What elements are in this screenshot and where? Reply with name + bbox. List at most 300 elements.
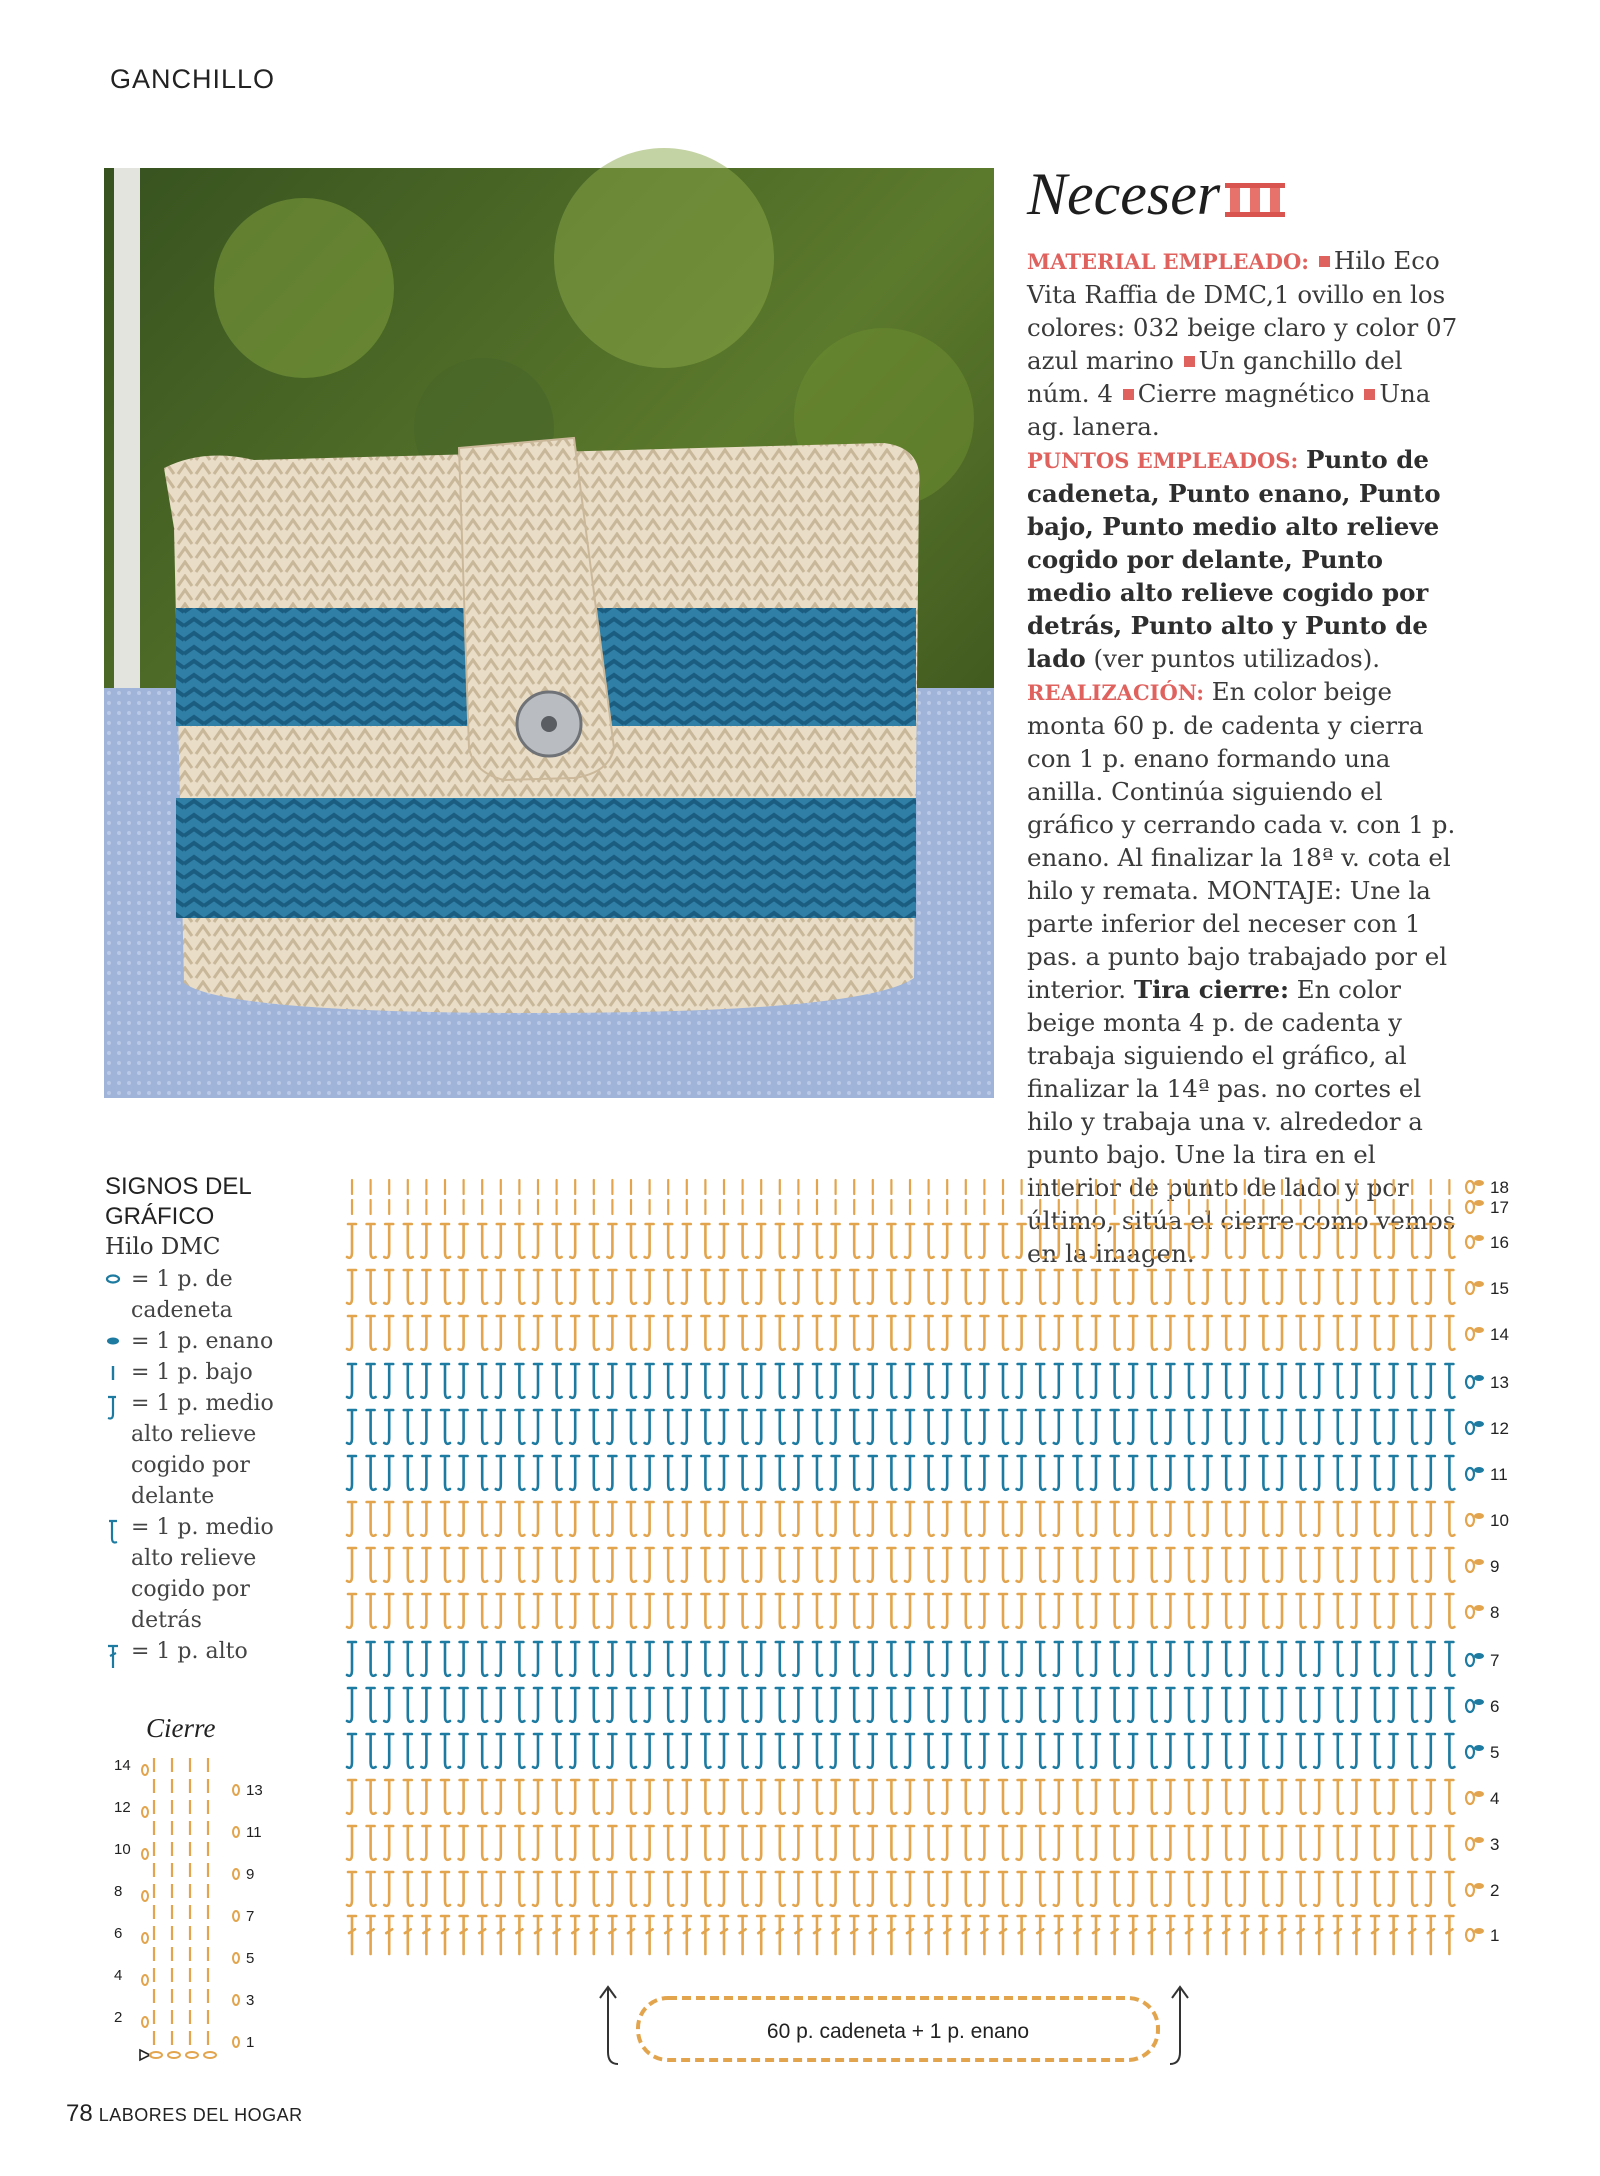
stitch-mark [497,1916,505,1954]
chain-mark [142,2017,148,2027]
stitch-mark [682,1826,691,1860]
stitch-mark [979,1688,988,1722]
stitch-mark [1148,1364,1157,1398]
stitch-mark [739,1594,748,1628]
stitch-mark [1426,1688,1435,1722]
stitch-mark [868,1364,877,1398]
chart-row-12 [347,1410,1509,1444]
row-label: 10 [1490,1511,1509,1530]
stitch-mark [627,1594,636,1628]
stitch-mark [1111,1642,1120,1676]
stitch-mark [1277,1594,1286,1628]
stitch-mark [701,1688,710,1722]
stitch-mark [421,1734,430,1768]
stitch-mark [607,1410,616,1444]
stitch-mark [478,1642,487,1676]
stitch-mark [776,1642,785,1676]
stitch-mark [868,1642,877,1676]
stitch-mark [701,1410,710,1444]
stitch-mark [1408,1734,1417,1768]
stitch-mark [347,1502,356,1536]
stitch-mark [942,1642,951,1676]
stitch-mark [664,1734,673,1768]
stitch-mark [441,1780,450,1814]
row-slip-mark [1474,1200,1484,1206]
back-post-icon [105,1518,123,1548]
stitch-mark [1426,1548,1435,1582]
stitch-mark [776,1734,785,1768]
stitch-mark [1389,1688,1398,1722]
stitch-mark [627,1734,636,1768]
stitch-mark [1314,1548,1323,1582]
stitch-mark [1054,1410,1063,1444]
stitch-mark [1315,1916,1323,1954]
stitch-mark [1148,1316,1157,1350]
stitch-mark [459,1410,468,1444]
material-item: Cierre magnético [1137,379,1355,408]
stitch-mark [776,1316,785,1350]
stitch-mark [1371,1316,1380,1350]
stitch-mark [1036,1502,1045,1536]
stitch-mark [1017,1826,1026,1860]
stitch-mark [776,1224,785,1258]
row-chain-mark [1466,1792,1474,1804]
chart-row-5 [347,1734,1499,1768]
stitch-mark [664,1270,673,1304]
arrow-up-icon [600,1987,618,2064]
stitch-mark [1148,1224,1157,1258]
stitch-mark [459,1364,468,1398]
row-label: 7 [1490,1651,1500,1670]
stitch-mark [441,1316,450,1350]
realizacion-text: En color beige monta 60 p. de cadenta y cierra con 1 p. enano formando una anilla. Continúa siguiendo el gráfico y cerrando cada v. con 1 p. enano. Al finalizar la 18ª v. cota el hilo y remata. MONTAJE: Une la parte inferior del neceser con 1 pas. a punto bajo trabajado por el interior. [1027,677,1456,1004]
stitch-mark [1165,1548,1174,1582]
stitch-mark [553,1688,562,1722]
stitch-mark [1222,1316,1231,1350]
stitch-mark [1073,1688,1082,1722]
stitch-mark [645,1826,654,1860]
stitch-mark [515,1502,524,1536]
stitch-mark [701,1826,710,1860]
row-label: 9 [246,1866,255,1883]
stitch-mark [1204,1916,1212,1954]
stitch-mark [367,1872,376,1906]
stitch-mark [607,1872,616,1906]
stitch-mark [1408,1270,1417,1304]
stitch-mark [1128,1502,1137,1536]
stitch-mark [347,1872,356,1906]
stitch-mark [607,1316,616,1350]
stitch-mark [701,1916,709,1954]
chain-icon [105,1270,123,1288]
stitch-mark [887,1548,896,1582]
start-marker-icon [140,2050,150,2060]
stitch-mark [1054,1826,1063,1860]
stitch-mark [1426,1642,1435,1676]
stitch-mark [1259,1826,1268,1860]
row-slip-mark [1474,1421,1484,1427]
stitch-mark [645,1594,654,1628]
stitch-mark [1036,1548,1045,1582]
stitch-mark [1334,1410,1343,1444]
stitch-mark [1073,1502,1082,1536]
stitch-mark [404,1688,413,1722]
stitch-mark [421,1826,430,1860]
stitch-mark [739,1826,748,1860]
stitch-mark [1297,1872,1306,1906]
stitch-mark [1426,1872,1435,1906]
stitch-mark [682,1316,691,1350]
stitch-mark [719,1688,728,1722]
stitch-mark [813,1780,822,1814]
stitch-mark [1148,1780,1157,1814]
stitch-mark [719,1826,728,1860]
stitch-mark [1036,1780,1045,1814]
stitch-mark [1297,1688,1306,1722]
stitch-mark [664,1916,672,1954]
stitch-mark [1426,1410,1435,1444]
stitch-mark [813,1548,822,1582]
stitch-mark [887,1502,896,1536]
stitch-mark [515,1548,524,1582]
stitch-mark [793,1642,802,1676]
stitch-mark [533,1364,542,1398]
stitch-mark [1389,1270,1398,1304]
stitch-mark [367,1456,376,1490]
stitch-mark [1148,1872,1157,1906]
stitch-mark [1408,1410,1417,1444]
stitch-mark [1185,1642,1194,1676]
stitch-mark [590,1548,599,1582]
stitch-mark [850,1688,859,1722]
stitch-mark [905,1364,914,1398]
stitch-mark [1148,1456,1157,1490]
stitch-mark [1222,1270,1231,1304]
stitch-mark [496,1316,505,1350]
stitch-mark [1036,1642,1045,1676]
stitch-mark [627,1780,636,1814]
stitch-mark [1259,1734,1268,1768]
stitch-mark [590,1502,599,1536]
stitch-mark [905,1872,914,1906]
stitch-mark [1185,1780,1194,1814]
stitch-mark [1054,1688,1063,1722]
stitch-mark [1073,1364,1082,1398]
stitch-mark [1240,1364,1249,1398]
chart-row-3 [347,1826,1499,1860]
stitch-mark [719,1316,728,1350]
row-chain-mark [1466,1201,1474,1213]
row-chain-mark [1466,1514,1474,1526]
stitch-mark [1203,1364,1212,1398]
stitch-mark [887,1270,896,1304]
stitch-mark [533,1270,542,1304]
stitch-mark [553,1594,562,1628]
row-label: 2 [114,2009,123,2026]
stitch-mark [459,1780,468,1814]
stitch-mark [1054,1224,1063,1258]
stitch-mark [1185,1594,1194,1628]
stitch-mark [1314,1826,1323,1860]
tira-label: Tira cierre: [1133,975,1289,1004]
stitch-mark [627,1642,636,1676]
stitch-mark [1111,1410,1120,1444]
stitch-mark [645,1364,654,1398]
stitch-mark [719,1502,728,1536]
stitch-mark [533,1594,542,1628]
row-label: 11 [246,1824,262,1841]
stitch-mark [1054,1780,1063,1814]
stitch-mark [347,1688,356,1722]
stitch-mark [682,1270,691,1304]
stitch-mark [645,1224,654,1258]
stitch-mark [1091,1410,1100,1444]
stitch-mark [1128,1734,1137,1768]
stitch-mark [496,1364,505,1398]
stitch-mark [570,1364,579,1398]
stitch-mark [942,1780,951,1814]
stitch-mark [1334,1548,1343,1582]
stitch-mark [1091,1780,1100,1814]
stitch-mark [1334,1316,1343,1350]
stitch-mark [905,1688,914,1722]
chain-mark [168,2052,180,2058]
stitch-mark [1371,1688,1380,1722]
stitch-mark [553,1410,562,1444]
stitch-mark [496,1410,505,1444]
stitch-mark [1017,1364,1026,1398]
stitch-mark [404,1502,413,1536]
legend-title: SIGNOS DEL GRÁFICO [105,1173,251,1230]
stitch-mark [701,1224,710,1258]
stitch-mark [868,1316,877,1350]
stitch-mark [1148,1410,1157,1444]
stitch-mark [590,1642,599,1676]
stitch-mark [682,1642,691,1676]
chart-row-15 [347,1270,1509,1304]
slip-stitch-icon [105,1332,123,1350]
stitch-mark [1185,1872,1194,1906]
stitch-mark [553,1872,562,1906]
stitch-mark [756,1270,765,1304]
stitch-mark [1222,1456,1231,1490]
stitch-mark [887,1224,896,1258]
chain-mark [233,1785,239,1795]
stitch-mark [478,1224,487,1258]
chart-row-2 [347,1872,1499,1906]
stitch-mark [1222,1410,1231,1444]
stitch-mark [478,1688,487,1722]
stitch-mark [887,1734,896,1768]
stitch-mark [793,1688,802,1722]
stitch-mark [367,1316,376,1350]
stitch-mark [1091,1826,1100,1860]
stitch-mark [496,1270,505,1304]
chain-mark [233,1995,239,2005]
chart-row-1 [348,1916,1499,1954]
stitch-mark [813,1224,822,1258]
stitch-mark [905,1502,914,1536]
stitch-mark [1240,1316,1249,1350]
stitch-mark [404,1734,413,1768]
stitch-mark [1017,1734,1026,1768]
stitch-mark [1055,1916,1063,1954]
stitch-mark [1036,1316,1045,1350]
stitch-mark [942,1316,951,1350]
stitch-mark [1165,1456,1174,1490]
stitch-mark [999,1456,1008,1490]
stitch-mark [962,1410,971,1444]
stitch-mark [793,1734,802,1768]
stitch-mark [1426,1780,1435,1814]
stitch-mark [384,1548,393,1582]
stitch-mark [868,1224,877,1258]
stitch-mark [478,1780,487,1814]
stitch-mark [1165,1734,1174,1768]
row-chain-mark [1466,1560,1474,1572]
stitch-mark [367,1826,376,1860]
stitch-mark [607,1826,616,1860]
stitch-mark [664,1316,673,1350]
stitch-mark [1334,1270,1343,1304]
chart-row-14 [347,1316,1509,1350]
stitch-mark [384,1270,393,1304]
stitch-mark [553,1734,562,1768]
stitch-mark [1091,1224,1100,1258]
stitch-mark [421,1688,430,1722]
stitch-mark [645,1270,654,1304]
stitch-mark [999,1734,1008,1768]
puntos-list: Punto de cadeneta, Punto enano, Punto bajo, Punto medio alto relieve cogido por delante, Punto medio alto relieve cogido por detrás, Punto alto y Punto de lado [1027,445,1441,673]
stitch-mark [1036,1594,1045,1628]
stitch-mark [1314,1456,1323,1490]
stitch-mark [1389,1364,1398,1398]
stitch-mark [384,1826,393,1860]
stitch-mark [1166,1916,1174,1954]
stitch-mark [384,1642,393,1676]
stitch-mark [999,1872,1008,1906]
stitch-mark [1203,1642,1212,1676]
stitch-mark [367,1916,375,1954]
stitch-mark [1165,1364,1174,1398]
stitch-mark [999,1642,1008,1676]
stitch-mark [384,1688,393,1722]
stitch-mark [1148,1270,1157,1304]
stitch-mark [793,1270,802,1304]
stitch-mark [1389,1224,1398,1258]
stitch-mark [1054,1642,1063,1676]
row-label: 1 [246,2034,255,2051]
stitch-mark [776,1872,785,1906]
stitch-mark [404,1548,413,1582]
stitch-mark [441,1410,450,1444]
stitch-mark [533,1548,542,1582]
stitch-mark [850,1548,859,1582]
stitch-mark [627,1456,636,1490]
stitch-mark [962,1916,970,1954]
stitch-mark [1148,1734,1157,1768]
arrow-up-icon [1170,1987,1188,2064]
stitch-mark [1017,1224,1026,1258]
stitch-mark [942,1594,951,1628]
stitch-mark [962,1688,971,1722]
stitch-mark [1203,1688,1212,1722]
stitch-mark [925,1364,934,1398]
stitch-mark [664,1642,673,1676]
stitch-mark [1203,1316,1212,1350]
stitch-mark [459,1594,468,1628]
stitch-mark [1240,1502,1249,1536]
stitch-mark [1334,1456,1343,1490]
stitch-mark [1092,1916,1100,1954]
stitch-mark [682,1872,691,1906]
stitch-mark [570,1872,579,1906]
stitch-mark [1408,1688,1417,1722]
stitch-mark [1371,1548,1380,1582]
stitch-mark [719,1594,728,1628]
stitch-mark [646,1916,654,1954]
row-chain-mark [1466,1181,1474,1193]
stitch-mark [1352,1916,1360,1954]
stitch-mark [756,1826,765,1860]
stitch-mark [347,1456,356,1490]
stitch-mark [664,1364,673,1398]
stitch-mark [1148,1548,1157,1582]
stitch-mark [590,1224,599,1258]
stitch-mark [868,1270,877,1304]
stitch-mark [421,1316,430,1350]
stitch-mark [1314,1734,1323,1768]
stitch-mark [1222,1826,1231,1860]
stitch-mark [1111,1502,1120,1536]
stitch-mark [1073,1594,1082,1628]
stitch-mark [1222,1872,1231,1906]
stitch-mark [794,1916,802,1954]
row-chain-mark [1466,1422,1474,1434]
stitch-mark [850,1456,859,1490]
stitch-mark [1091,1872,1100,1906]
stitch-mark [682,1456,691,1490]
stitch-mark [1185,1224,1194,1258]
legend-text: = 1 p. medio alto relieve cogido por detrás [131,1515,274,1633]
stitch-mark [1389,1826,1398,1860]
stitch-mark [980,1916,988,1954]
stitch-mark [1351,1688,1360,1722]
stitch-mark [1351,1594,1360,1628]
stitch-mark [664,1456,673,1490]
stitch-mark [683,1916,691,1954]
stitch-mark [1203,1224,1212,1258]
row-slip-mark [1474,1699,1484,1705]
stitch-mark [1277,1780,1286,1814]
stitch-mark [905,1410,914,1444]
chart-row-16 [347,1224,1509,1258]
stitch-mark [570,1826,579,1860]
stitch-mark [664,1826,673,1860]
stitch-mark [441,1734,450,1768]
stitch-mark [441,1688,450,1722]
stitch-mark [607,1594,616,1628]
stitch-mark [1351,1270,1360,1304]
row-label: 15 [1490,1279,1509,1298]
stitch-mark [590,1316,599,1350]
stitch-mark [1203,1826,1212,1860]
stitch-mark [979,1316,988,1350]
stitch-mark [1277,1548,1286,1582]
stitch-mark [1148,1826,1157,1860]
stitch-mark [1314,1316,1323,1350]
stitch-mark [1314,1688,1323,1722]
